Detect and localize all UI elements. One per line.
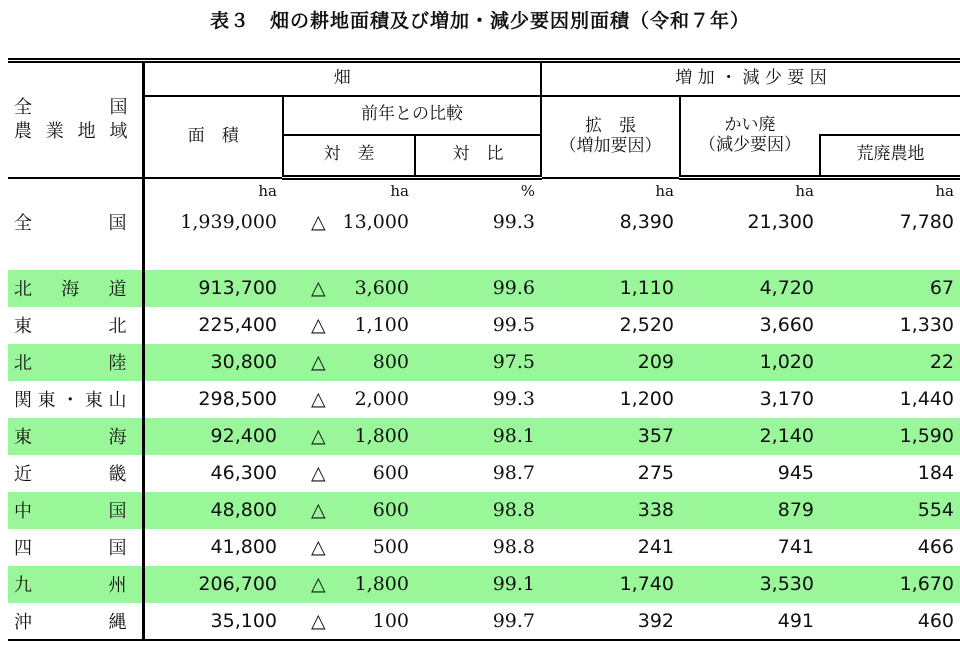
decrease-triangle-icon: △ <box>311 609 326 632</box>
devastated-value: 1,590 <box>820 418 960 455</box>
ratio-value: 98.8 <box>415 492 541 529</box>
table-row <box>8 270 960 307</box>
row-label: 沖 縄 <box>8 603 143 640</box>
abandon-header <box>680 96 820 178</box>
diff-number: 2,000 <box>354 388 409 410</box>
diff-number: 13,000 <box>342 210 409 233</box>
unit: ha <box>935 181 954 200</box>
abandon-value: 491 <box>680 603 820 640</box>
decrease-triangle-icon: △ <box>311 388 326 410</box>
expand-value: 1,740 <box>541 566 680 603</box>
diff-number: 1,800 <box>354 425 409 447</box>
diff-value <box>283 603 415 640</box>
row-label: 東 海 <box>8 418 143 455</box>
region-header: 全 国 農業地域 <box>8 61 143 178</box>
expand-value: 209 <box>541 344 680 381</box>
decrease-triangle-icon: △ <box>311 499 326 521</box>
abandon-sub-label: （減少要因） <box>699 134 801 155</box>
factors-header: 増 加 ・ 減 少 要 因 <box>541 61 960 96</box>
header-blank <box>820 96 960 135</box>
expand-value: 241 <box>637 536 674 558</box>
area-value: 35,100 <box>143 603 283 640</box>
decrease-triangle-icon: △ <box>311 277 326 299</box>
devastated-header: 荒廃農地 <box>820 135 960 178</box>
unit: ha <box>795 181 814 200</box>
spacer <box>143 244 960 270</box>
field-header: 畑 <box>143 61 541 96</box>
ratio-value: 97.5 <box>415 344 541 381</box>
expand-value: 338 <box>541 492 680 529</box>
abandon-value: 1,020 <box>680 344 820 381</box>
decrease-triangle-icon: △ <box>311 425 326 447</box>
table-row <box>8 307 960 344</box>
devastated-value: 1,670 <box>820 566 960 603</box>
decrease-triangle-icon: △ <box>311 462 326 484</box>
diff-value <box>283 418 415 455</box>
diff-number: 1,100 <box>354 314 409 336</box>
area-value: 225,400 <box>198 314 277 336</box>
area-value: 298,500 <box>198 388 277 410</box>
diff-value <box>283 492 415 529</box>
row-label: 北 陸 <box>8 344 143 381</box>
ratio-value: 99.3 <box>492 388 535 410</box>
area-value: 913,700 <box>143 270 283 307</box>
ratio-value: 98.8 <box>492 536 535 558</box>
ratio-header: 対 比 <box>415 135 541 178</box>
diff-value <box>283 529 415 566</box>
table-row <box>8 603 960 640</box>
ratio-value: 99.6 <box>415 270 541 307</box>
ratio-value: 98.1 <box>415 418 541 455</box>
unit: ha <box>390 181 409 200</box>
abandon-value: 741 <box>777 536 814 558</box>
area-value: 92,400 <box>143 418 283 455</box>
area-header: 面 積 <box>143 96 283 178</box>
decrease-triangle-icon: △ <box>311 210 326 233</box>
ratio-value: 99.5 <box>492 314 535 336</box>
table-row <box>8 529 960 566</box>
devastated-value: 22 <box>820 344 960 381</box>
diff-value <box>283 381 415 418</box>
ratio-value: 98.7 <box>492 462 535 484</box>
diff-number: 3,600 <box>354 277 409 299</box>
table-title: 表３ 畑の耕地面積及び増加・減少要因別面積（令和７年） <box>209 10 750 32</box>
diff-number: 100 <box>372 609 409 632</box>
row-label: 北 海 道 <box>8 270 143 307</box>
national-row <box>8 200 960 244</box>
farmland-table <box>8 58 960 641</box>
row-label: 九 州 <box>8 566 143 603</box>
row-label: 東 北 <box>8 307 143 344</box>
spacer <box>8 244 143 270</box>
unit-blank <box>8 178 143 200</box>
expand-value: 8,390 <box>619 210 674 233</box>
table-row <box>8 418 960 455</box>
expand-label: 拡 張 <box>585 115 636 136</box>
area-value: 30,800 <box>143 344 283 381</box>
row-label: 近 畿 <box>8 455 143 492</box>
diff-value <box>283 307 415 344</box>
table-row <box>8 344 960 381</box>
devastated-value: 1,330 <box>899 314 954 336</box>
decrease-triangle-icon: △ <box>311 314 326 336</box>
area-value: 1,939,000 <box>180 210 277 233</box>
expand-value: 392 <box>541 603 680 640</box>
unit: % <box>520 181 535 200</box>
diff-number: 800 <box>372 351 409 373</box>
devastated-value: 184 <box>917 462 954 484</box>
diff-value <box>283 344 415 381</box>
area-value: 41,800 <box>210 536 277 558</box>
abandon-value: 4,720 <box>680 270 820 307</box>
row-label: 中 国 <box>8 492 143 529</box>
row-label: 四 国 <box>8 529 143 566</box>
unit: ha <box>258 181 277 200</box>
expand-sub-label: （増加要因） <box>559 135 662 156</box>
table-row <box>8 492 960 529</box>
area-value: 206,700 <box>143 566 283 603</box>
expand-value: 357 <box>541 418 680 455</box>
abandon-value: 879 <box>680 492 820 529</box>
diff-number: 500 <box>372 536 409 558</box>
row-label: 関東・東山 <box>8 381 143 418</box>
decrease-triangle-icon: △ <box>311 536 326 558</box>
table-row <box>8 381 960 418</box>
abandon-value: 945 <box>777 462 814 484</box>
devastated-value: 67 <box>820 270 960 307</box>
decrease-triangle-icon: △ <box>311 573 326 595</box>
ratio-value: 99.7 <box>415 603 541 640</box>
decrease-triangle-icon: △ <box>311 351 326 373</box>
row-label: 全 国 <box>8 200 143 244</box>
diff-number: 600 <box>372 462 409 484</box>
diff-value <box>283 455 415 492</box>
diff-value <box>283 200 415 244</box>
diff-number: 600 <box>372 499 409 521</box>
expand-header <box>541 96 680 178</box>
devastated-value: 466 <box>917 536 954 558</box>
abandon-value: 3,170 <box>759 388 814 410</box>
devastated-value: 554 <box>820 492 960 529</box>
expand-value: 2,520 <box>619 314 674 336</box>
abandon-label: かい廃 <box>724 115 776 136</box>
diff-value <box>283 270 415 307</box>
devastated-value: 460 <box>820 603 960 640</box>
diff-header: 対 差 <box>283 135 415 178</box>
abandon-value: 21,300 <box>747 210 814 233</box>
expand-value: 275 <box>637 462 674 484</box>
ratio-value: 99.1 <box>415 566 541 603</box>
unit-row <box>8 178 960 200</box>
abandon-value: 2,140 <box>680 418 820 455</box>
diff-number: 1,800 <box>354 573 409 595</box>
expand-value: 1,110 <box>541 270 680 307</box>
ratio-value: 99.3 <box>492 210 535 233</box>
area-value: 48,800 <box>143 492 283 529</box>
devastated-value: 7,780 <box>899 210 954 233</box>
diff-value <box>283 566 415 603</box>
area-value: 46,300 <box>210 462 277 484</box>
unit: ha <box>655 181 674 200</box>
table-row <box>8 566 960 603</box>
table-row <box>8 455 960 492</box>
devastated-value: 1,440 <box>899 388 954 410</box>
spacer-row <box>8 244 960 270</box>
abandon-value: 3,660 <box>759 314 814 336</box>
abandon-value: 3,530 <box>680 566 820 603</box>
expand-value: 1,200 <box>619 388 674 410</box>
compare-header: 前年との比較 <box>283 96 541 135</box>
